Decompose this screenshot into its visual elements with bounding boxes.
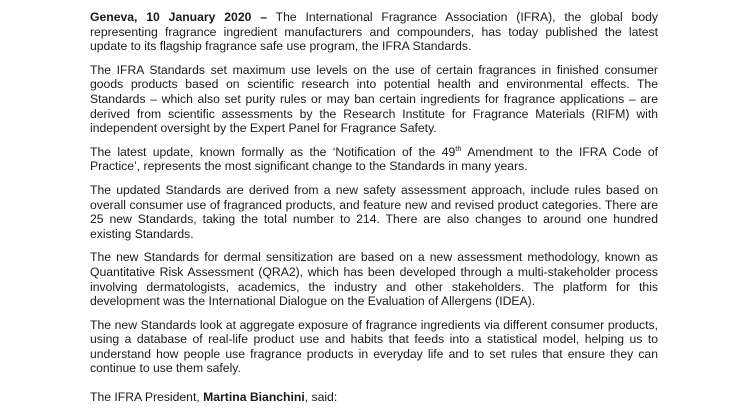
- president-said: , said:: [304, 390, 338, 405]
- intro-text: The International Fragrance Association (IFRA), the global body representing fragrance ingredient manufacturers and compounders, has today published the latest update to its flagship fragrance safe use program, the IFRA Standards.: [90, 10, 658, 54]
- amendment-paragraph: [90, 145, 658, 174]
- president-intro-text: The IFRA President,: [90, 390, 204, 405]
- updated-standards-paragraph: The updated Standards are derived from a new safety assessment approach, include rules based on overall consumer use of fragranced products, and feature new and revised product categories. There are 25 new Standards, taking the total number to 214. There are also changes to around one hundred existing Standards.: [90, 182, 658, 241]
- press-release-body: [90, 10, 658, 414]
- ordinal-suffix: th: [455, 143, 462, 153]
- aggregate-exposure-paragraph: The new Standards look at aggregate exposure of fragrance ingredients via different consumer products, using a database of real-life product use and habits that feeds into a statistical model, helping us to understand how people use fragrance products in everyday life and to set rules that ensure they can continue to use them safely.: [90, 317, 658, 376]
- dateline: Geneva, 10 January 2020 –: [90, 10, 267, 24]
- president-name: Martina Bianchini: [203, 390, 305, 405]
- intro-paragraph: [90, 10, 658, 54]
- amendment-text-start: The latest update, known formally as the ‘Notification of the 49: [90, 144, 456, 159]
- president-quote-intro: [90, 390, 658, 405]
- amendment-text-end: Amendment to the IFRA Code of Practice’, represents the most significant change to the Standards in many years.: [90, 144, 658, 174]
- standards-paragraph: The IFRA Standards set maximum use levels on the use of certain fragrances in finished consumer goods products based on scientific research into potential health and environmental effects. The Standards – which also set purity rules or may ban certain ingredients for fragrance applications – are derived from scientific assessments by the Research Institute for Fragrance Materials (RIFM) with independent oversight by the Expert Panel for Fragrance Safety.: [90, 62, 658, 136]
- dermal-sensitization-paragraph: The new Standards for dermal sensitization are based on a new assessment methodology, known as Quantitative Risk Assessment (QRA2), which has been developed through a multi-stakeholder process involving dermatologists, academics, the industry and other stakeholders. The platform for this development was the International Dialogue on the Evaluation of Allergens (IDEA).: [90, 250, 658, 309]
